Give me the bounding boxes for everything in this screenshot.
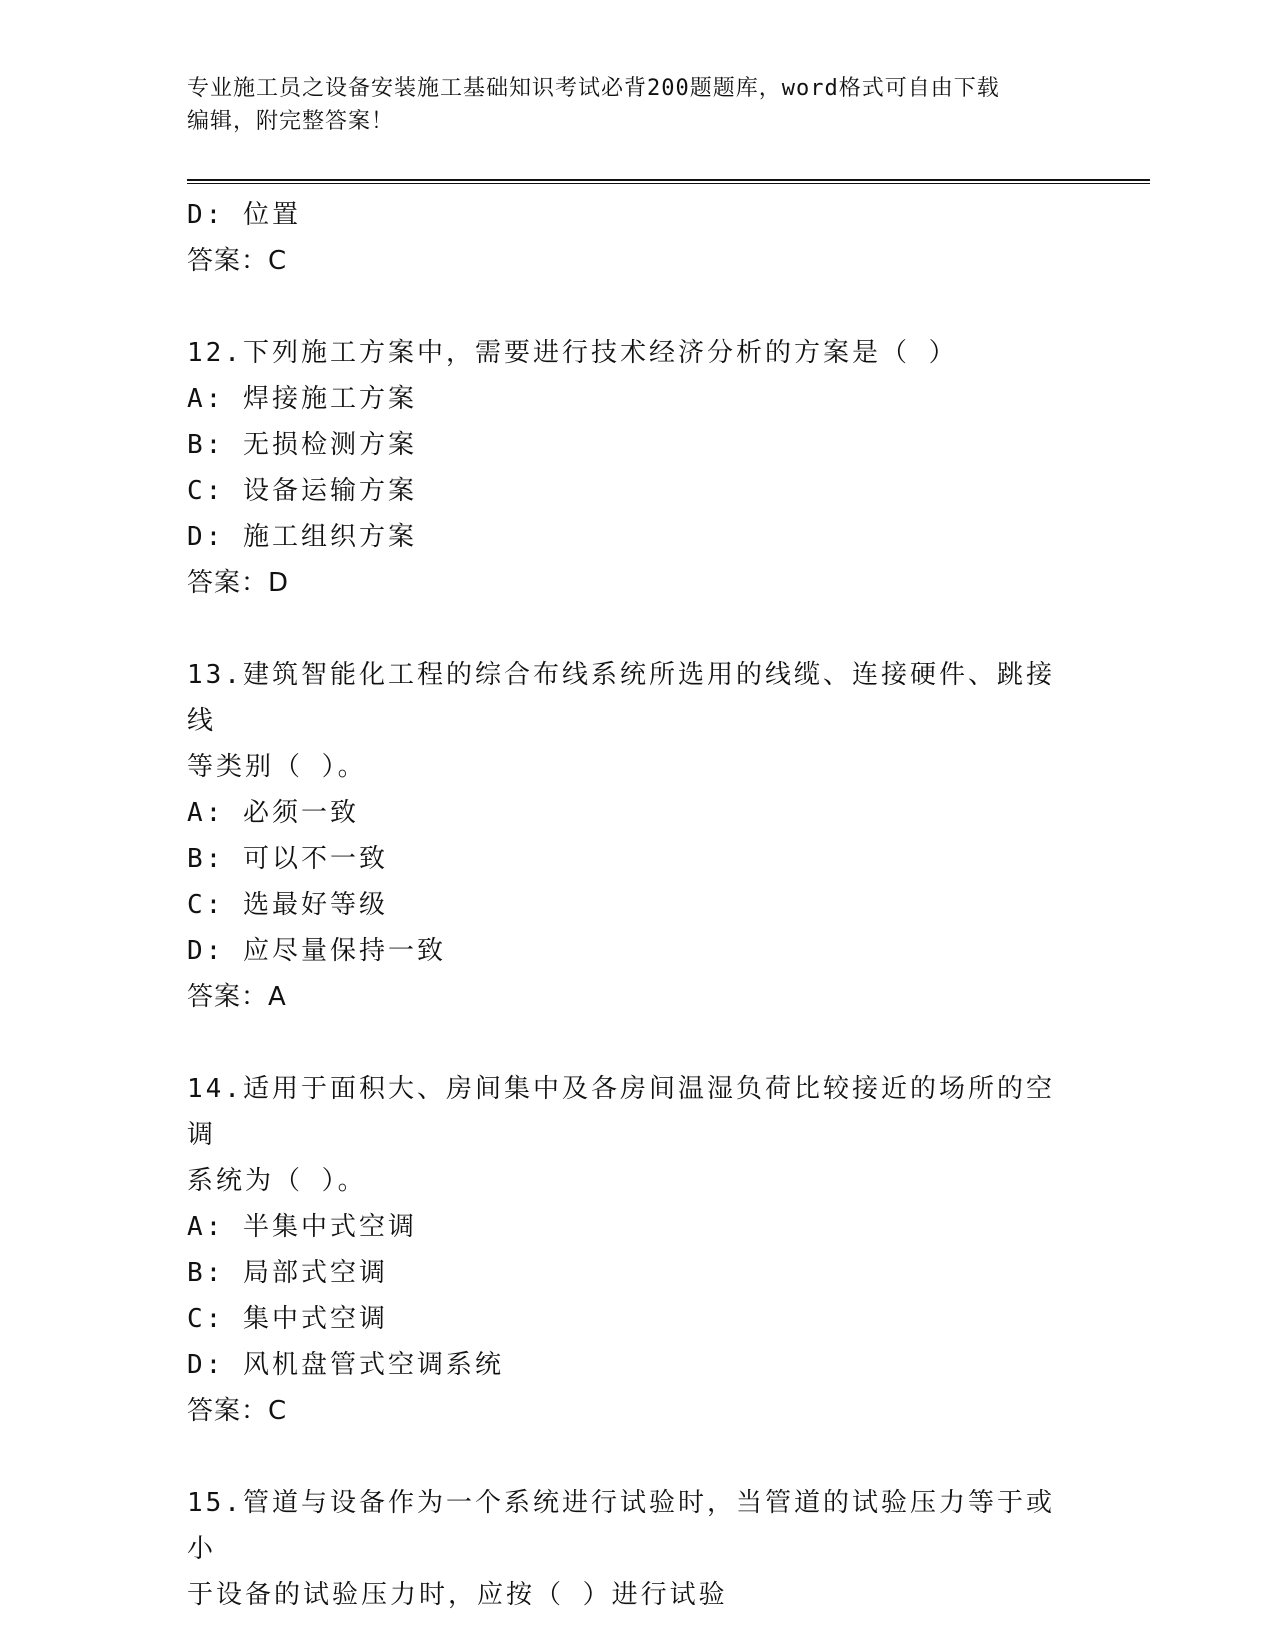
question-text-cont: 于设备的试验压力时，应按（ ）进行试验 bbox=[187, 1580, 728, 1610]
question-text: 14.适用于面积大、房间集中及各房间温湿负荷比较接近的场所的空调 bbox=[187, 1074, 1055, 1150]
option-a: A: 必须一致 bbox=[187, 798, 359, 828]
question-text: 15.管道与设备作为一个系统进行试验时，当管道的试验压力等于或小 bbox=[187, 1488, 1055, 1564]
option-c: C: 集中式空调 bbox=[187, 1304, 388, 1334]
option-b: B: 局部式空调 bbox=[187, 1258, 388, 1288]
option-c: C: 选最好等级 bbox=[187, 890, 388, 920]
option-d: D: 位置 bbox=[187, 200, 301, 230]
question-text: 13.建筑智能化工程的综合布线系统所选用的线缆、连接硬件、跳接线 bbox=[187, 660, 1055, 736]
header-rule bbox=[187, 179, 1150, 181]
header-line-2: 编辑，附完整答案！ bbox=[187, 109, 395, 134]
document-header bbox=[187, 72, 1087, 138]
question-14 bbox=[187, 1066, 1087, 1434]
option-b: B: 无损检测方案 bbox=[187, 430, 417, 460]
answer-line: 答案：D bbox=[187, 568, 290, 598]
answer-line: 答案：C bbox=[187, 246, 288, 276]
question-13 bbox=[187, 652, 1087, 1020]
question-12 bbox=[187, 330, 1087, 606]
option-d: D: 风机盘管式空调系统 bbox=[187, 1350, 504, 1380]
header-line-1: 专业施工员之设备安装施工基础知识考试必背200题题库，word格式可自由下载 bbox=[187, 76, 1000, 101]
option-c: C: 设备运输方案 bbox=[187, 476, 417, 506]
option-a: A: 半集中式空调 bbox=[187, 1212, 417, 1242]
question-text: 12.下列施工方案中，需要进行技术经济分析的方案是（ ） bbox=[187, 338, 958, 368]
answer-line: 答案：C bbox=[187, 1396, 288, 1426]
question-text-cont: 系统为（ ）。 bbox=[187, 1166, 367, 1196]
option-a: A: 焊接施工方案 bbox=[187, 384, 417, 414]
option-d: D: 施工组织方案 bbox=[187, 522, 417, 552]
option-b: B: 可以不一致 bbox=[187, 844, 388, 874]
answer-line: 答案：A bbox=[187, 982, 287, 1012]
question-15 bbox=[187, 1480, 1087, 1618]
option-d: D: 应尽量保持一致 bbox=[187, 936, 446, 966]
question-list bbox=[187, 192, 1087, 1618]
header-rule-thin bbox=[187, 183, 1150, 184]
question-text-cont: 等类别（ ）。 bbox=[187, 752, 367, 782]
